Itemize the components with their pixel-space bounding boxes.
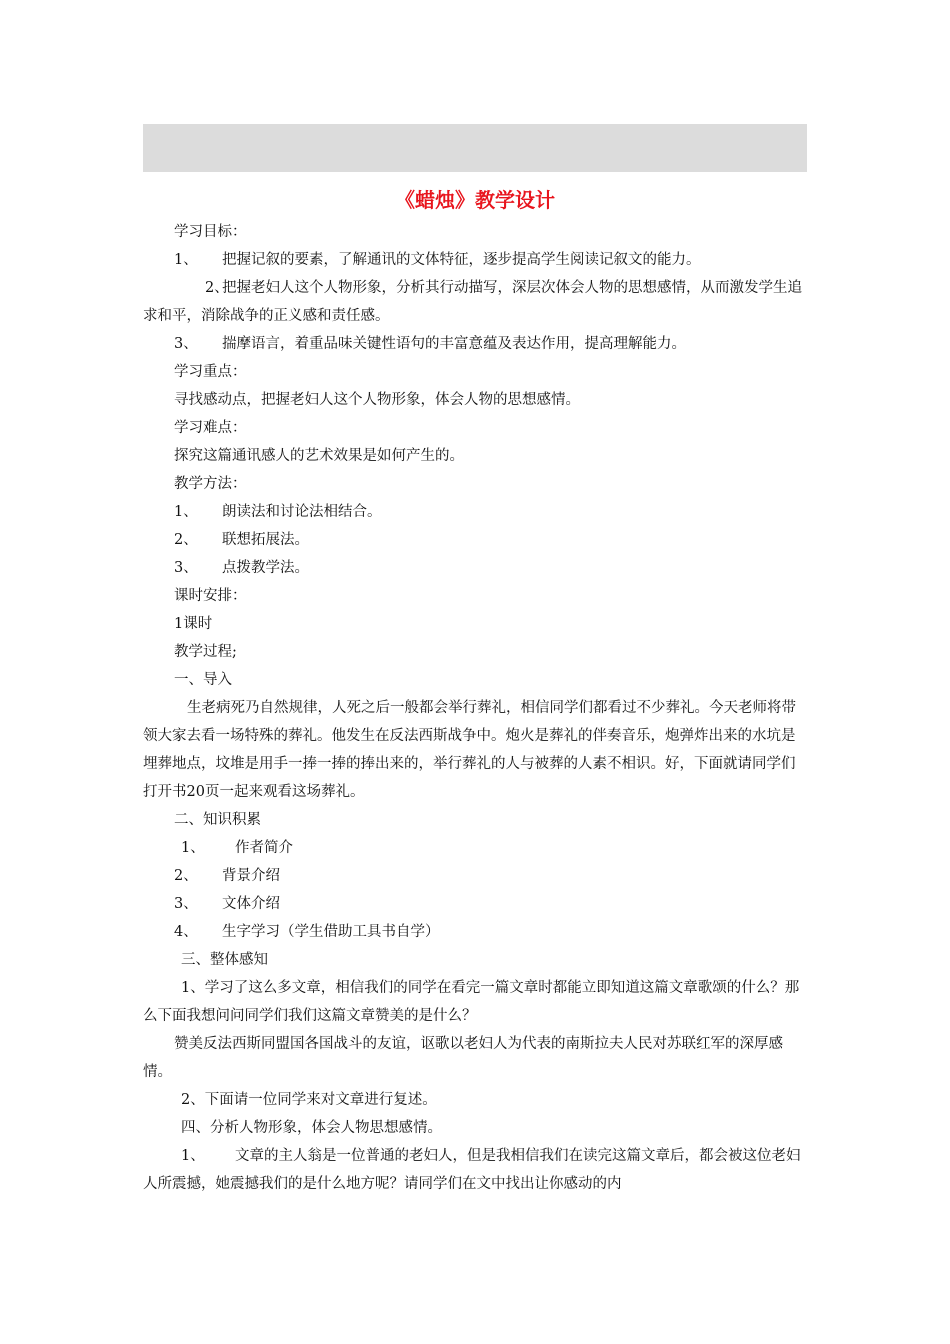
method-item <box>143 554 807 582</box>
item-text: 点拨教学法。 <box>222 560 309 576</box>
item-number: 4、 <box>174 924 198 940</box>
objective-item <box>143 246 807 274</box>
knowledge-item <box>143 918 807 946</box>
section-heading-key-points: 学习重点： <box>174 364 247 380</box>
section-heading-process: 教学过程; <box>174 644 237 660</box>
subsection-heading: 一、导入 <box>174 672 232 688</box>
section-heading-difficulties: 学习难点： <box>174 420 247 436</box>
item-text: 文章的主人翁是一位普通的老妇人，但是我相信我们在读完这篇文章后，都会被这位老妇人所震撼，她震撼我们的是什么地方呢？请同学们在文中找出让你感动的内 <box>143 1148 801 1192</box>
item-text: 揣摩语言，着重品味关键性语句的丰富意蕴及表达作用，提高理解能力。 <box>222 336 686 352</box>
section-heading-schedule: 课时安排： <box>174 588 247 604</box>
item-text: 生字学习（学生借助工具书自学） <box>222 924 440 940</box>
item-number: 2、 <box>174 868 198 884</box>
item-number: 1、 <box>174 252 198 268</box>
paragraph: 2、下面请一位同学来对文章进行复述。 <box>181 1092 437 1108</box>
paragraph: 1、学习了这么多文章，相信我们的同学在看完一篇文章时都能立即知道这篇文章歌颂的什么？那么下面我想问问同学们我们这篇文章赞美的是什么？ <box>143 980 800 1024</box>
document-body <box>143 218 807 1198</box>
item-number: 3、 <box>174 896 198 912</box>
knowledge-item <box>143 862 807 890</box>
objective-item <box>143 274 807 330</box>
paragraph: 赞美反法西斯同盟国各国战斗的友谊，讴歌以老妇人为代表的南斯拉夫人民对苏联红军的深厚感情。 <box>143 1036 783 1080</box>
objective-item <box>143 330 807 358</box>
item-text: 联想拓展法。 <box>222 532 309 548</box>
method-item <box>143 498 807 526</box>
subsection-heading: 二、知识积累 <box>174 812 261 828</box>
item-number: 2、 <box>205 280 229 296</box>
item-number: 1、 <box>181 840 205 856</box>
subsection-heading: 三、整体感知 <box>181 952 268 968</box>
paragraph: 探究这篇通讯感人的艺术效果是如何产生的。 <box>174 448 464 464</box>
header-band <box>143 124 807 172</box>
item-text: 作者简介 <box>235 840 293 856</box>
subsection-heading: 四、分析人物形象，体会人物思想感情。 <box>181 1120 442 1136</box>
knowledge-item <box>143 890 807 918</box>
item-number: 3、 <box>174 336 198 352</box>
analysis-item <box>143 1142 807 1198</box>
paragraph: 生老病死乃自然规律，人死之后一般都会举行葬礼，相信同学们都看过不少葬礼。今天老师将带领大家去看一场特殊的葬礼。他发生在反法西斯战争中。炮火是葬礼的伴奏音乐，炮弹炸出来的水坑是埋葬地点，坟堆是用手一捧一捧的捧出来的，举行葬礼的人与被葬的人素不相识。好，下面就请同学们打开书20页一起来观看这场葬礼。 <box>143 700 796 800</box>
item-text: 把握记叙的要素，了解通讯的文体特征，逐步提高学生阅读记叙文的能力。 <box>222 252 701 268</box>
paragraph: 寻找感动点，把握老妇人这个人物形象，体会人物的思想感情。 <box>174 392 580 408</box>
item-number: 3、 <box>174 560 198 576</box>
paragraph: 1课时 <box>174 616 213 632</box>
item-text: 把握老妇人这个人物形象，分析其行动描写，深层次体会人物的思想感情，从而激发学生追求和平，消除战争的正义感和责任感。 <box>143 280 802 324</box>
item-number: 1、 <box>181 1148 205 1164</box>
item-text: 文体介绍 <box>222 896 280 912</box>
item-number: 2、 <box>174 532 198 548</box>
item-text: 朗读法和讨论法相结合。 <box>222 504 382 520</box>
method-item <box>143 526 807 554</box>
section-heading-objectives: 学习目标： <box>174 224 247 240</box>
section-heading-methods: 教学方法： <box>174 476 247 492</box>
item-number: 1、 <box>174 504 198 520</box>
item-text: 背景介绍 <box>222 868 280 884</box>
page-title: 《蜡烛》教学设计 <box>395 188 555 212</box>
knowledge-item <box>143 834 807 862</box>
